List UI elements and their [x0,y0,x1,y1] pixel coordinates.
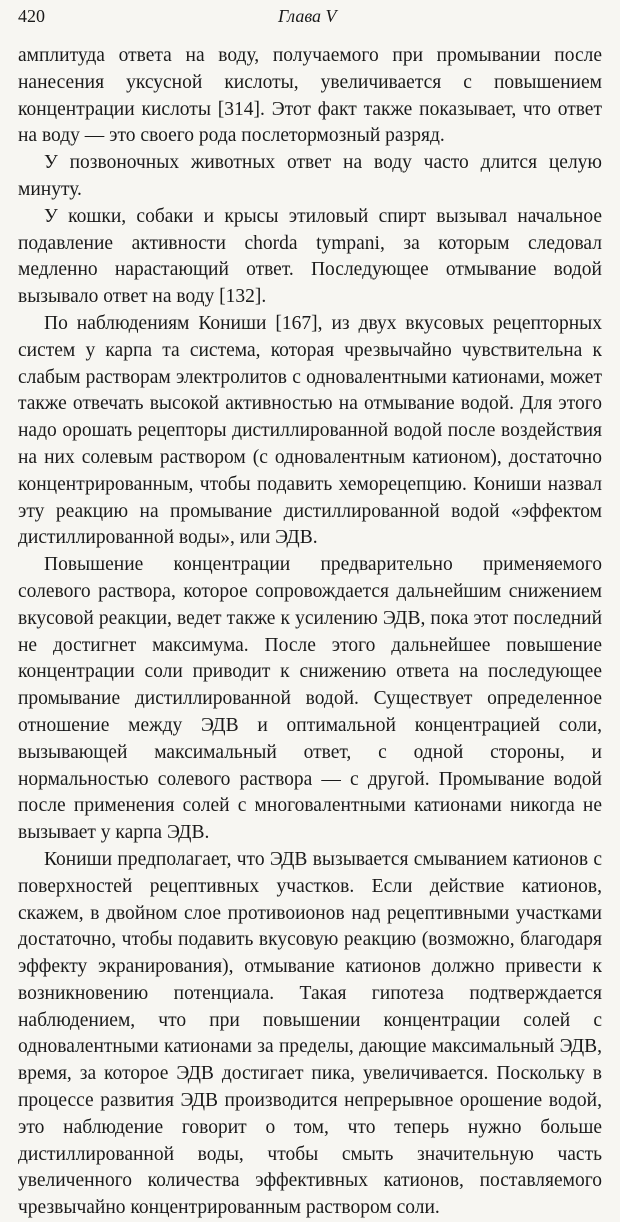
paragraph: У позвоночных животных ответ на воду часто длится целую минуту. [18,152,602,200]
paragraph: По наблюдениям Кониши [167], из двух вкусовых рецепторных систем у карпа та система, которая чрезвычайно чувствительна к слабым растворам электролитов с одновалентными катионами, может также отвечать высокой активностью на отмывание водой. Для этого надо орошать рецепторы дистиллированной водой после воздействия на них солевым раствором (с одновалентным катионом), достаточно концентрированным, чтобы подавить хеморецепцию. Кониши назвал эту реакцию на промывание дистиллированной водой «эффектом дистиллированной воды», или ЭДВ. [18,312,602,549]
paragraph: Повышение концентрации предварительно применяемого солевого раствора, которое сопровождается дальнейшим снижением вкусовой реакции, ведет также к усилению ЭДВ, пока этот последний не достигнет максимума. После этого дальнейшее повышение концентрации соли приводит к снижению ответа на последующее промывание дистиллированной водой. Существует определенное отношение между ЭДВ и оптимальной концентрацией соли, вызывающей максимальный ответ, с одной стороны, и нормальностью солевого раствора — с другой. Промывание водой после применения солей с многовалентными катионами никогда не вызывает у карпа ЭДВ. [18,554,602,844]
paragraph: У кошки, собаки и крысы этиловый спирт вызывал начальное подавление активности chorda tympani, за которым следовал медленно нарастающий ответ. Последующее отмывание водой вызывало ответ на воду [132]. [18,205,602,308]
page-header [18,6,602,30]
paragraph-continued: амплитуда ответа на воду, получаемого при промывании после нанесения уксусной кислоты, увеличивается с повышением концентрации кислоты [314]. Этот факт также показывает, что ответ на воду — это своего рода послетормозный разряд. [18,45,602,147]
running-head: Глава V [278,6,337,26]
paragraph: Кониши предполагает, что ЭДВ вызывается смыванием катионов с поверхностей рецептивных участков. Если действие катионов, скажем, в двойном слое противоионов над рецептивными участками достаточно, чтобы подавить вкусовую реакцию (возможно, благодаря эффекту экранирования), отмывание катионов должно привести к возникновению потенциала. Такая гипотеза подтверждается наблюдением, что при повышении концентрации солей с одновалентными катионами за пределы, дающие максимальный ЭДВ, время, за которое ЭДВ достигает пика, увеличивается. Поскольку в процессе развития ЭДВ производится непрерывное орошение водой, это наблюдение говорит о том, что теперь нужно больше дистиллированной воды, чтобы смыть значительную часть увеличенного количества эффективных катионов, поставляемого чрезвычайно концентрированным раствором соли. [18,848,602,1219]
page-number: 420 [18,6,45,26]
page-body [18,43,602,1222]
